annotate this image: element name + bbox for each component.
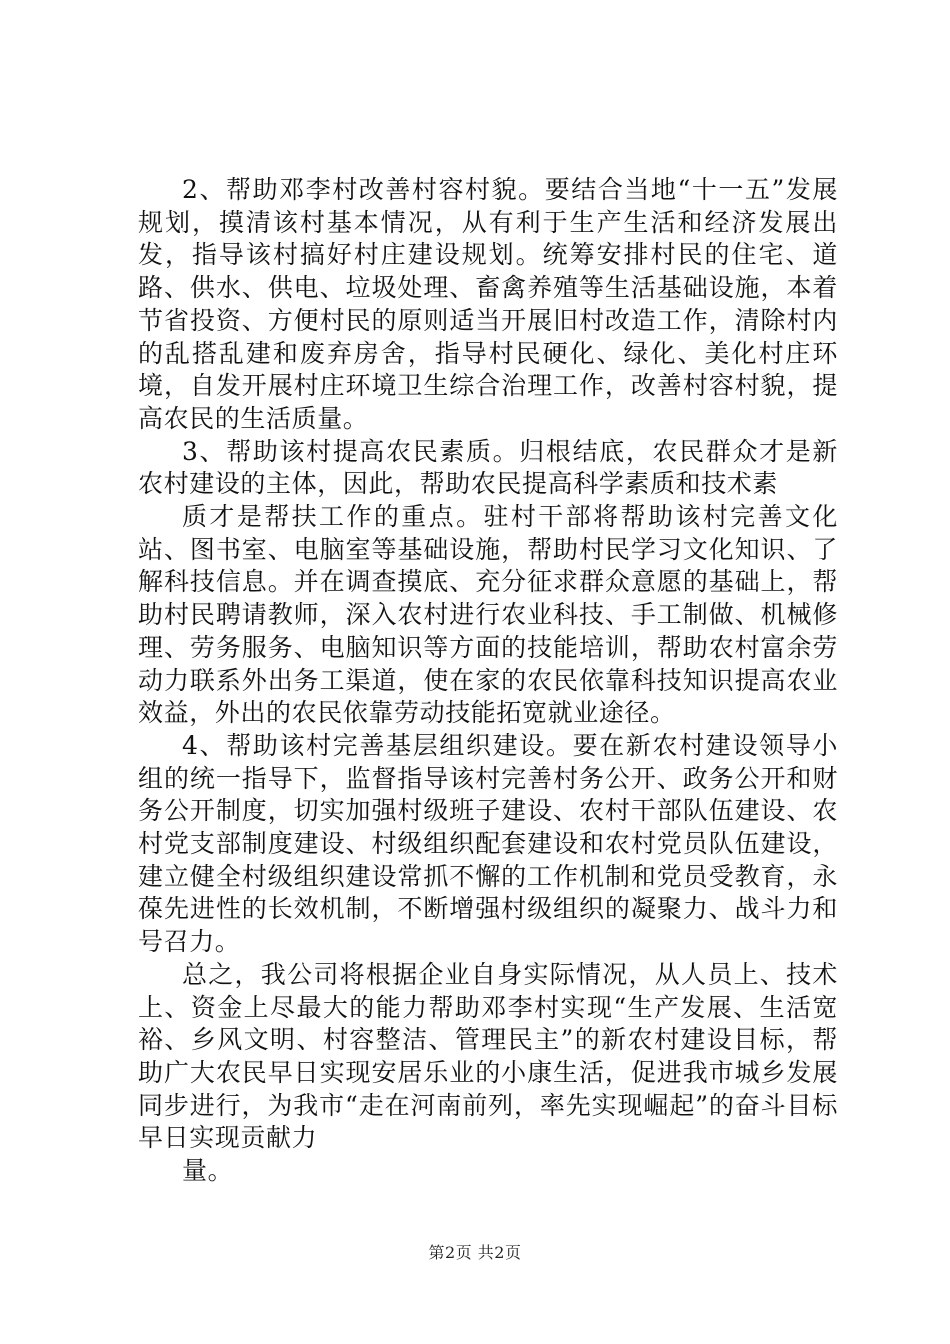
paragraph-farmer-quality: 3、帮助该村提高农民素质。归根结底，农民群众才是新农村建设的主体，因此，帮助农民提高科学素质和技术素 bbox=[138, 436, 838, 499]
paragraph-conclusion: 总之，我公司将根据企业自身实际情况，从人员上、技术上、资金上尽最大的能力帮助邓李村实现“生产发展、生活宽裕、乡风文明、村容整洁、管理民主”的新农村建设目标，帮助广大农民早日实现安居乐业的小康生活，促进我市城乡发展同步进行，为我市“走在河南前列，率先实现崛起”的奋斗目标早日实现贡献力 bbox=[138, 959, 838, 1153]
paragraph-village-appearance: 2、帮助邓李村改善村容村貌。要结合当地“十一五”发展规划，摸清该村基本情况，从有利于生产生活和经济发展出发，指导该村搞好村庄建设规划。统筹安排村民的住宅、道路、供水、供电、垃圾处理、畜禽养殖等生活基础设施，本着节省投资、方便村民的原则适当开展旧村改造工作，清除村内的乱搭乱建和废弃房舍，指导村民硬化、绿化、美化村庄环境，自发开展村庄环境卫生综合治理工作，改善村容村貌，提高农民的生活质量。 bbox=[138, 175, 838, 433]
document-body bbox=[138, 174, 838, 1188]
paragraph-grassroots-organization: 4、帮助该村完善基层组织建设。要在新农村建设领导小组的统一指导下，监督指导该村完善村务公开、政务公开和财务公开制度，切实加强村级班子建设、农村干部队伍建设、农村党支部制度建设、村级组织配套建设和农村党员队伍建设，建立健全村级组织建设常抓不懈的工作机制和党员受教育，永葆先进性的长效机制，不断增强村级组织的凝聚力、战斗力和号召力。 bbox=[138, 730, 838, 957]
paragraph-farmer-quality-continued: 质才是帮扶工作的重点。驻村干部将帮助该村完善文化站、图书室、电脑室等基础设施，帮助村民学习文化知识、了解科技信息。并在调查摸底、充分征求群众意愿的基础上，帮助村民聘请教师，深入农村进行农业科技、手工制做、机械修理、劳务服务、电脑知识等方面的技能培训，帮助农村富余劳动力联系外出务工渠道，使在家的农民依靠科技知识提高农业效益，外出的农民依靠劳动技能拓宽就业途径。 bbox=[138, 502, 838, 728]
paragraph-conclusion-tail: 量。 bbox=[182, 1156, 234, 1186]
page-number-footer: 第2页 共2页 bbox=[428, 1243, 522, 1262]
